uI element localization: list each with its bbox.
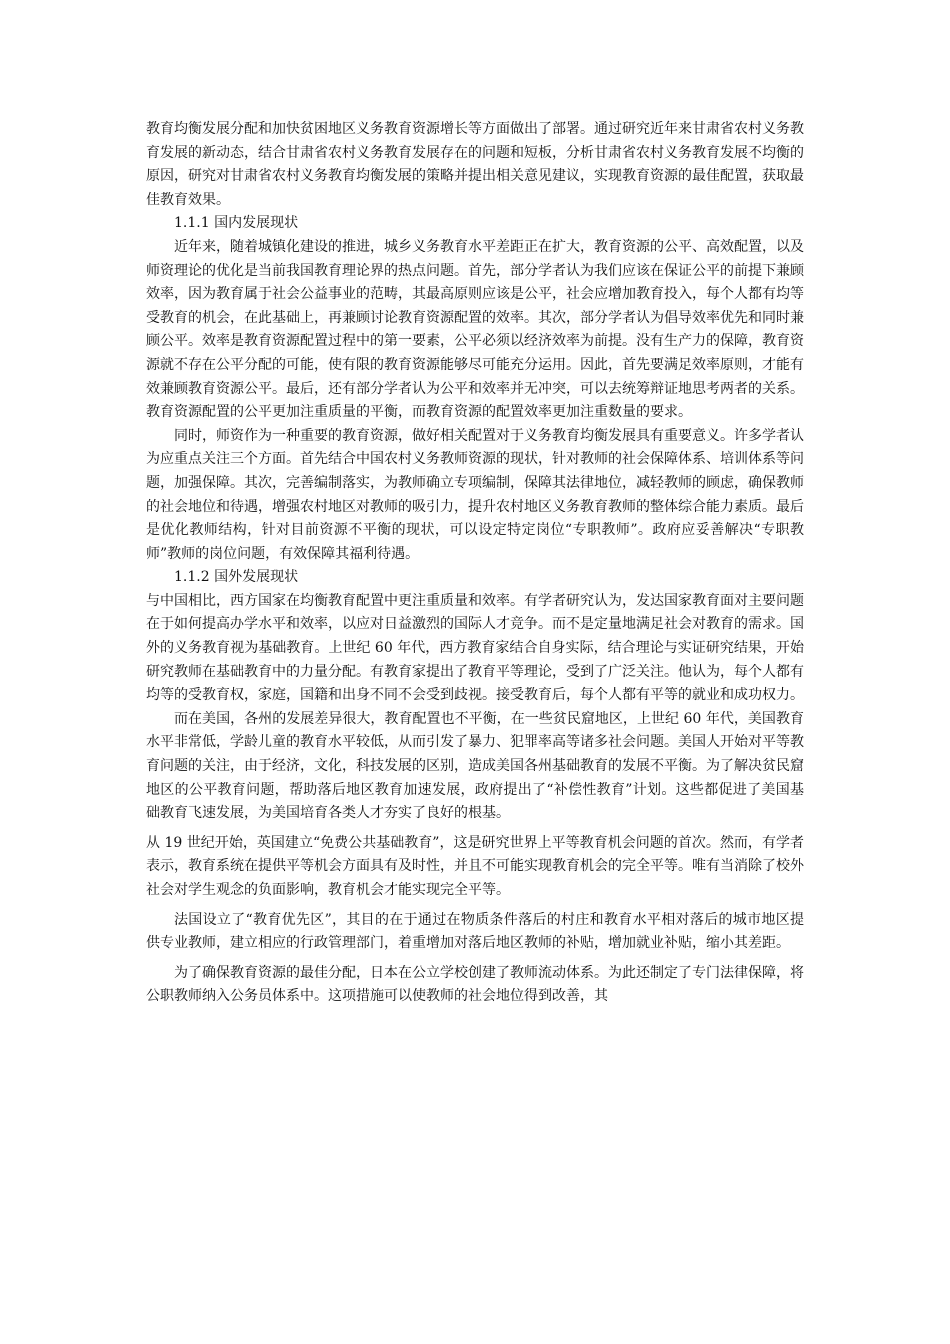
paragraph-foreign-japan: 为了确保教育资源的最佳分配，日本在公立学校创建了教师流动体系。为此还制定了专门法律保障，将公职教师纳入公务员体系中。这项措施可以使教师的社会地位得到改善，其 [146, 964, 804, 1005]
paragraph-foreign-1: 与中国相比，西方国家在均衡教育配置中更注重质量和效率。有学者研究认为，发达国家教育面对主要问题在于如何提高办学水平和效率，以应对日益激烈的国际人才竞争。而不是定量地满足社会对教育的需求。国外的义务教育视为基础教育。上世纪 60 年代，西方教育家结合自身实际，结合理论与实证研究结果，开始研究教师在基础教育中的力量分配。有教育家提出了教育平等理论，受到了广泛关注。他认为，每个人都有均等的受教育权，家庭，国籍和出身不同不会受到歧视。接受教育后，每个人都有平等的就业和成功权力。 [146, 592, 804, 704]
paragraph-domestic-1: 近年来，随着城镇化建设的推进，城乡义务教育水平差距正在扩大，教育资源的公平、高效配置，以及师资理论的优化是当前我国教育理论界的热点问题。首先，部分学者认为我们应该在保证公平的前提下兼顾效率，因为教育属于社会公益事业的范畴，其最高原则应该是公平，社会应增加教育投入，每个人都有均等受教育的机会，在此基础上，再兼顾讨论教育资源配置的效率。其次，部分学者认为倡导效率优先和同时兼顾公平。效率是教育资源配置过程中的第一要素，公平必须以经济效率为前提。没有生产力的保障，教育资源就不存在公平分配的可能，使有限的教育资源能够尽可能充分运用。因此，首先要满足效率原则，才能有效兼顾教育资源公平。最后，还有部分学者认为公平和效率并无冲突，可以去统筹辩证地思考两者的关系。教育资源配置的公平更加注重质量的平衡，而教育资源的配置效率更加注重数量的要求。 [146, 238, 804, 421]
paragraph-foreign-france: 法国设立了“教育优先区”，其目的在于通过在物质条件落后的村庄和教育水平相对落后的城市地区提供专业教师，建立相应的行政管理部门，着重增加对落后地区教师的补贴，增加就业补贴，缩小其差距。 [146, 911, 804, 952]
paragraph-intro: 教育均衡发展分配和加快贫困地区义务教育资源增长等方面做出了部署。通过研究近年来甘肃省农村义务教育发展的新动态，结合甘肃省农村义务教育发展存在的问题和短板，分析甘肃省农村义务教育发展不均衡的原因，研究对甘肃省农村义务教育均衡发展的策略并提出相关意见建议，实现教育资源的最佳配置，获取最佳教育效果。 [146, 121, 804, 208]
paragraph-domestic-2: 同时，师资作为一种重要的教育资源，做好相关配置对于义务教育均衡发展具有重要意义。许多学者认为应重点关注三个方面。首先结合中国农村义务教师资源的现状，针对教师的社会保障体系、培训体系等问题，加强保障。其次，完善编制落实，为教师确立专项编制，保障其法律地位，减轻教师的顾虑，确保教师的社会地位和待遇，增强农村地区对教师的吸引力，提升农村地区义务教育教师的整体综合能力素质。最后是优化教师结构，针对目前资源不平衡的现状，可以设定特定岗位“专职教师”。政府应妥善解决“专职教师”教师的岗位问题，有效保障其福利待遇。 [146, 427, 804, 562]
paragraph-foreign-usa: 而在美国，各州的发展差异很大，教育配置也不平衡，在一些贫民窟地区，上世纪 60 年代，美国教育水平非常低，学龄儿童的教育水平较低，从而引发了暴力、犯罪率高等诸多社会问题。美国人开始对平等教育问题的关注，由于经济，文化，科技发展的区别，造成美国各州基础教育的发展不平衡。为了解决贫民窟地区的公平教育问题，帮助落后地区教育加速发展，政府提出了“补偿性教育”计划。这些都促进了美国基础教育飞速发展，为美国培育各类人才夯实了良好的根基。 [146, 710, 804, 822]
section-heading-domestic: 1.1.1 国内发展现状 [174, 215, 299, 232]
document-body [146, 118, 804, 1009]
paragraph-foreign-uk: 从 19 世纪开始，英国建立“免费公共基础教育”，这是研究世界上平等教育机会问题的首次。然而，有学者表示，教育系统在提供平等机会方面具有及时性，并且不可能实现教育机会的完全平等。唯有当消除了校外社会对学生观念的负面影响，教育机会才能实现完全平等。 [146, 834, 804, 898]
section-heading-foreign: 1.1.2 国外发展现状 [174, 569, 299, 586]
